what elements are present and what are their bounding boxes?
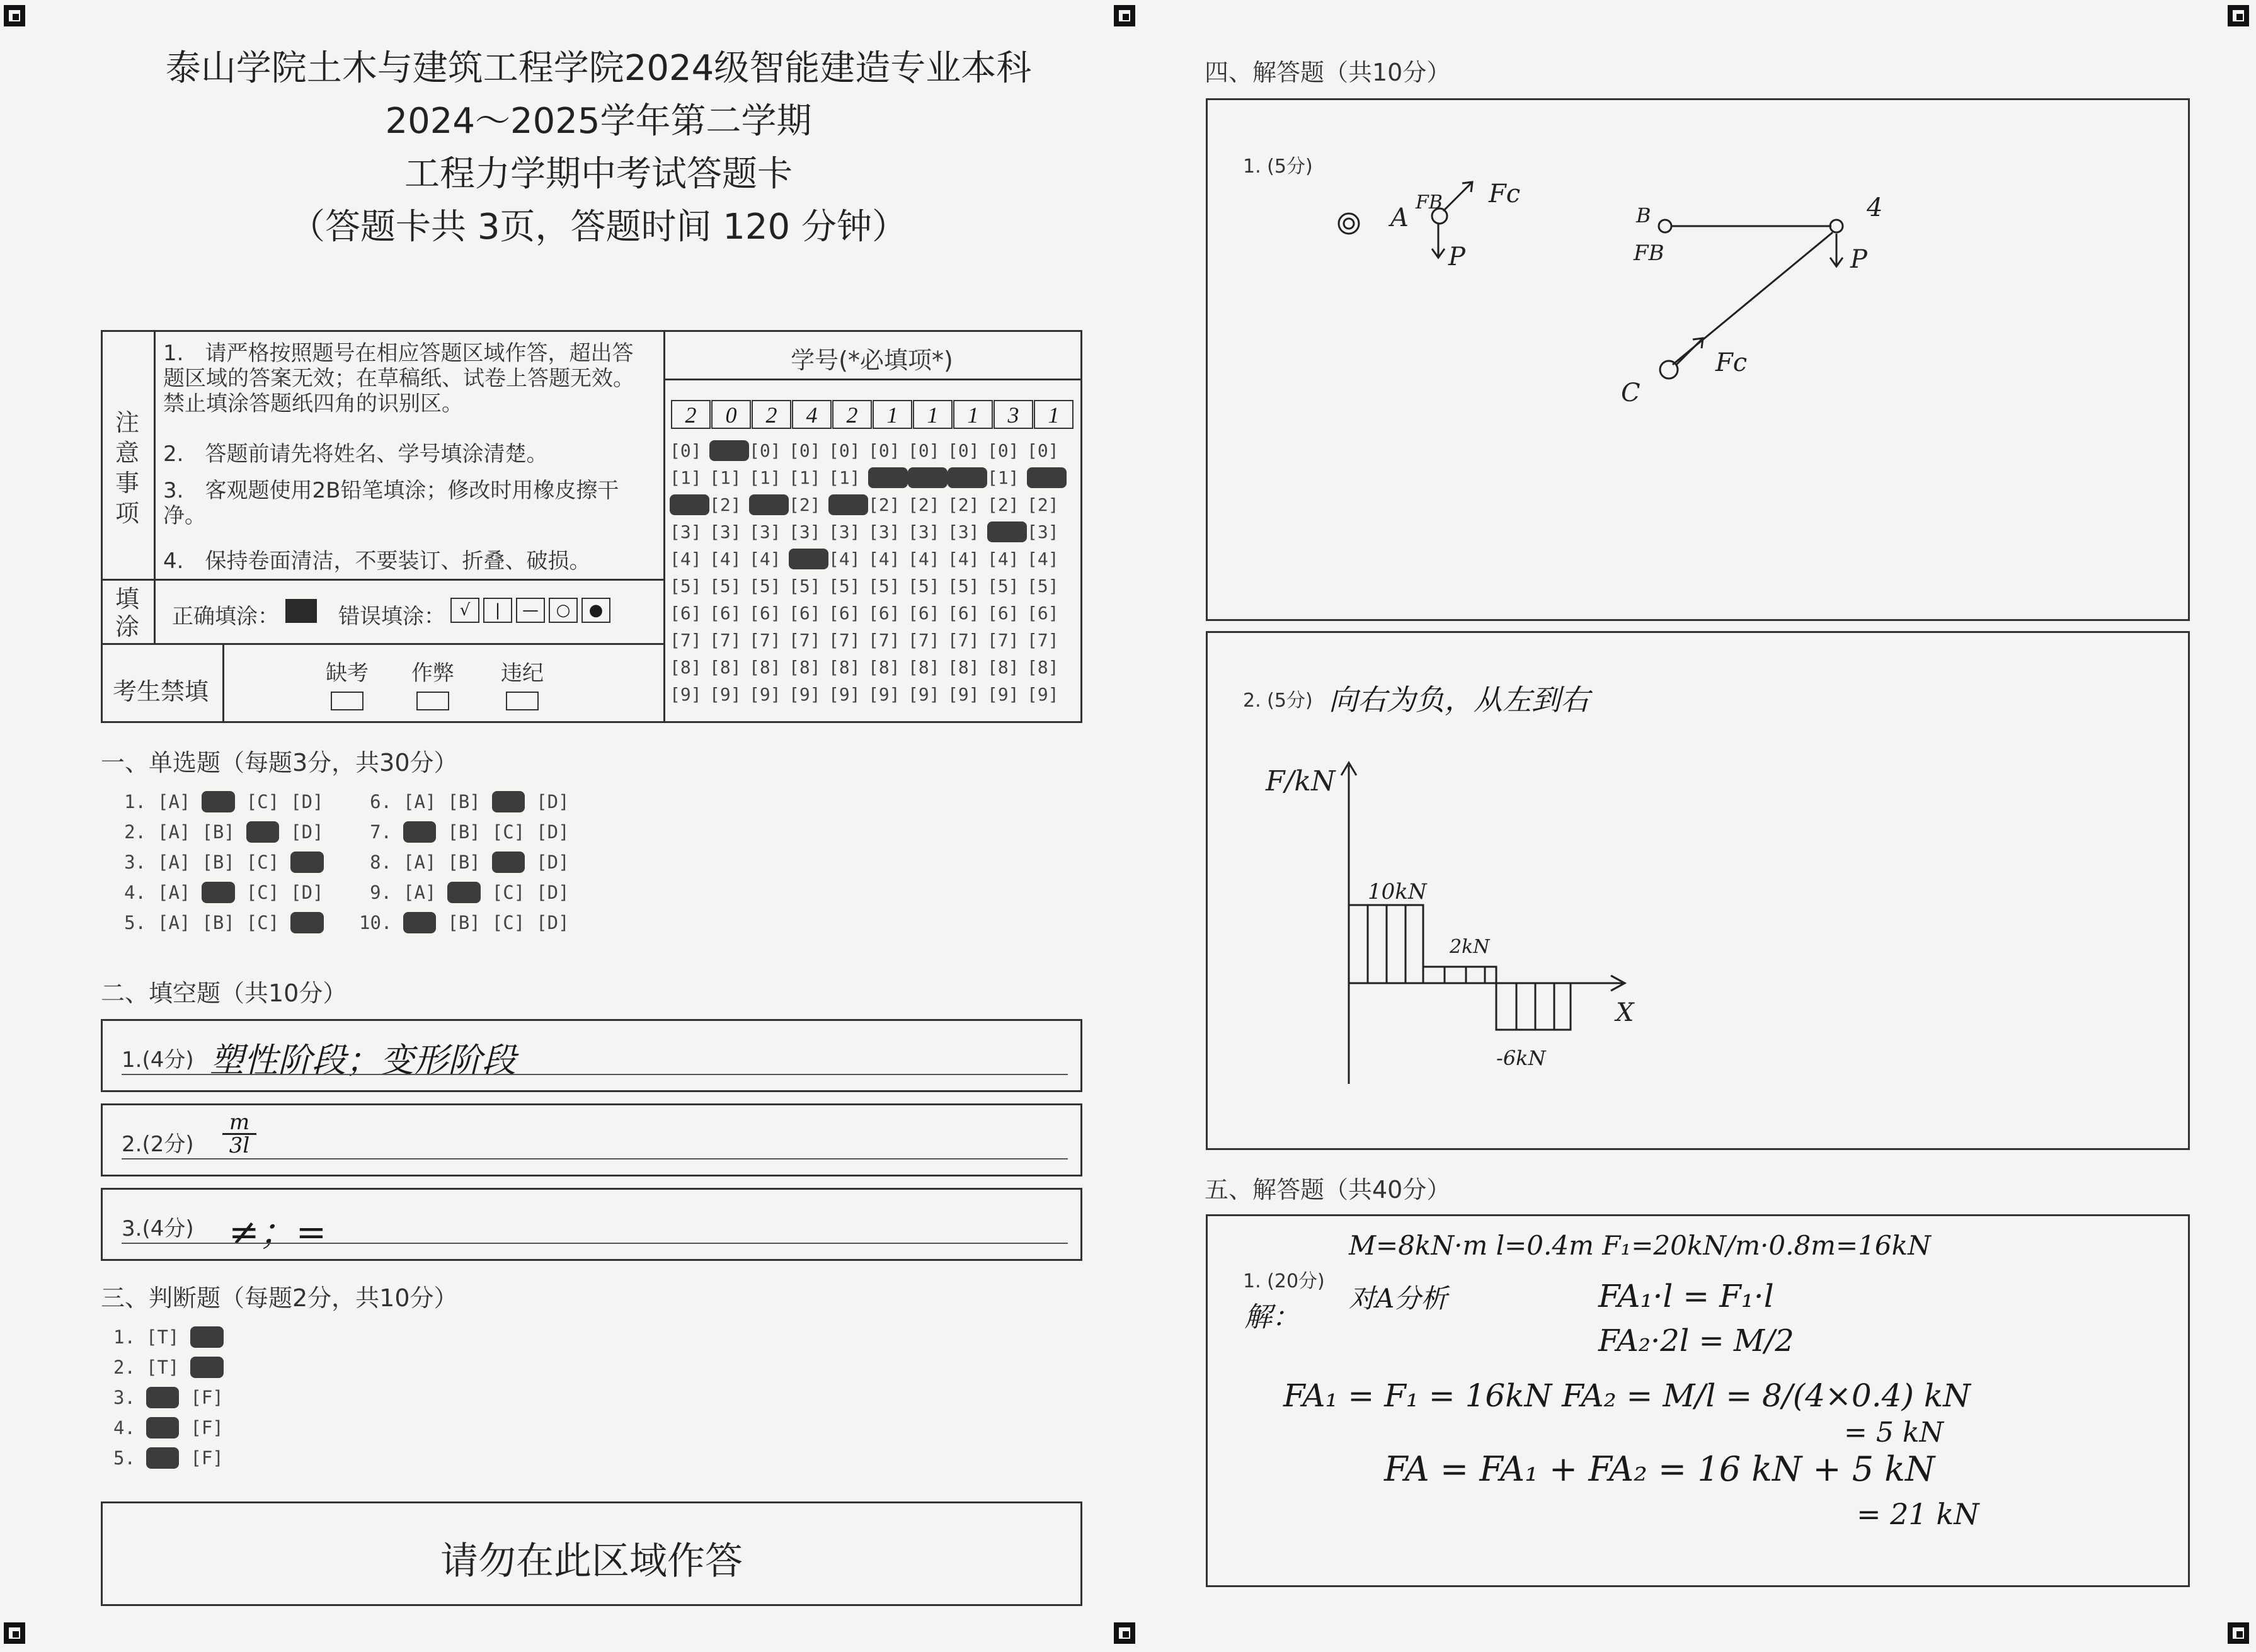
- mcq-option-bubble[interactable]: [B]: [447, 852, 481, 873]
- node-c-circle: [1660, 361, 1678, 379]
- sid-bubble[interactable]: [828, 494, 868, 515]
- sid-bubble[interactable]: [5]: [709, 576, 742, 596]
- sid-bubble-row: [670, 494, 1067, 515]
- mcq-option-bubble[interactable]: [A]: [403, 791, 437, 812]
- sid-digit[interactable]: 3: [993, 400, 1033, 429]
- mcq-option-bubble[interactable]: [A]: [157, 821, 191, 843]
- section5-title: 五、解答题（共40分）: [1205, 1176, 1451, 1204]
- node-circle: [1339, 214, 1359, 234]
- sid-bubble[interactable]: [0]: [670, 440, 702, 461]
- sid-bubble-row: [670, 549, 1067, 569]
- question-number: 10.: [359, 912, 392, 933]
- sid-bubble[interactable]: [868, 467, 908, 488]
- mcq-option-bubble[interactable]: [B]: [447, 791, 481, 812]
- mcq-option-bubble[interactable]: [D]: [536, 821, 570, 843]
- mcq-option-bubble[interactable]: [A]: [157, 852, 191, 873]
- sid-bubble[interactable]: [7]: [789, 630, 821, 651]
- node-circle: [1344, 219, 1354, 229]
- sid-bubble[interactable]: [3]: [948, 521, 980, 542]
- mcq-option-bubble[interactable]: [290, 912, 323, 933]
- proctor-item-absent: 缺考: [322, 656, 372, 716]
- sid-bubble[interactable]: [8]: [987, 657, 1019, 678]
- mcq-option-bubble[interactable]: [403, 821, 436, 843]
- fill-blank-q3: [101, 1188, 1082, 1261]
- sid-bubble[interactable]: [3]: [828, 521, 861, 542]
- sid-bubble[interactable]: [9]: [868, 684, 900, 705]
- sid-digit[interactable]: 2: [671, 400, 711, 429]
- sid-bubble[interactable]: [0]: [1027, 440, 1059, 461]
- tf-option-bubble[interactable]: [146, 1447, 179, 1469]
- section5-q1-label: 1. (20分): [1243, 1270, 1325, 1292]
- sid-bubble[interactable]: [5]: [948, 576, 980, 596]
- sid-bubble-row: [670, 576, 1067, 596]
- sid-bubble[interactable]: [6]: [987, 603, 1019, 624]
- correct-fill-sample: [285, 599, 317, 623]
- exam-title-line1: 泰山学院土木与建筑工程学院2024级智能建造专业本科: [165, 48, 1032, 89]
- corner-marker: [1114, 5, 1135, 26]
- mcq-option-bubble[interactable]: [D]: [536, 882, 570, 903]
- sid-bubble[interactable]: [4]: [948, 549, 980, 569]
- force-fc-arrow: [1443, 182, 1472, 211]
- true-false-answer-area: [113, 1326, 365, 1478]
- sid-bubble[interactable]: [0]: [987, 440, 1019, 461]
- sid-bubble[interactable]: [0]: [948, 440, 980, 461]
- mcq-question-row: [113, 821, 335, 843]
- node-b-circle: [1659, 220, 1671, 232]
- notice-side-label: 注意事项: [115, 409, 140, 527]
- sid-bubble[interactable]: [4]: [670, 549, 702, 569]
- sid-bubble[interactable]: [3]: [670, 521, 702, 542]
- sid-bubble[interactable]: [9]: [828, 684, 861, 705]
- mcq-option-bubble[interactable]: [B]: [202, 821, 235, 843]
- solution-line-4[interactable]: FA₂·2l = M/2: [1598, 1323, 1794, 1359]
- sid-bubble[interactable]: [9]: [789, 684, 821, 705]
- section2-title: 二、填空题（共10分）: [101, 979, 347, 1007]
- question-number: 7.: [370, 821, 392, 843]
- solution-line-7[interactable]: FA = FA₁ + FA₂ = 16 kN + 5 kN: [1384, 1449, 1935, 1489]
- sid-bubble[interactable]: [1027, 467, 1067, 488]
- mcq-question-row: [359, 912, 581, 933]
- question-number: 2.: [124, 821, 146, 843]
- sid-bubble[interactable]: [8]: [948, 657, 980, 678]
- question-number: 2.: [113, 1357, 135, 1378]
- mcq-question-row: [113, 882, 335, 903]
- mcq-option-bubble[interactable]: [B]: [202, 852, 235, 873]
- corner-marker: [2228, 1622, 2249, 1644]
- question-number: 4.: [124, 882, 146, 903]
- value-2kn: 2kN: [1450, 936, 1490, 958]
- sid-bubble-row: [670, 603, 1067, 624]
- value-neg6kn: -6kN: [1496, 1046, 1546, 1070]
- solution-line-1[interactable]: M=8kN·m l=0.4m F₁=20kN/m·0.8m=16kN: [1349, 1230, 1931, 1261]
- sid-bubble[interactable]: [9]: [709, 684, 742, 705]
- x-axis-label: X: [1616, 998, 1634, 1027]
- student-id-digits: [671, 400, 1074, 429]
- sid-bubble-row: [670, 657, 1067, 678]
- sid-bubble[interactable]: [8]: [670, 657, 702, 678]
- value-10kn: 10kN: [1368, 879, 1427, 904]
- sid-bubble[interactable]: [8]: [1027, 657, 1059, 678]
- tf-question-row: [113, 1357, 235, 1378]
- corner-marker: [2228, 5, 2249, 26]
- sid-bubble[interactable]: [2]: [948, 494, 980, 515]
- mcq-option-bubble[interactable]: [C]: [246, 852, 280, 873]
- sid-bubble[interactable]: [9]: [749, 684, 781, 705]
- sid-bubble[interactable]: [4]: [868, 549, 900, 569]
- sid-bubble[interactable]: [4]: [1027, 549, 1059, 569]
- section3-title: 三、判断题（每题2分，共10分）: [101, 1284, 458, 1312]
- sid-digit[interactable]: 1: [1034, 400, 1074, 429]
- mcq-option-bubble[interactable]: [B]: [447, 821, 481, 843]
- wrong-mark: |: [483, 598, 512, 623]
- sid-bubble[interactable]: [7]: [908, 630, 940, 651]
- sid-bubble[interactable]: [8]: [828, 657, 861, 678]
- sid-bubble[interactable]: [4]: [749, 549, 781, 569]
- mcq-option-bubble[interactable]: [202, 791, 234, 812]
- mcq-question-row: [113, 852, 335, 873]
- section4-title: 四、解答题（共10分）: [1205, 59, 1451, 86]
- sid-bubble[interactable]: [3]: [908, 521, 940, 542]
- sid-bubble[interactable]: [4]: [828, 549, 861, 569]
- mcq-question-row: [113, 791, 335, 812]
- mcq-option-bubble[interactable]: [A]: [403, 852, 437, 873]
- mcq-option-bubble[interactable]: [492, 791, 525, 812]
- sid-bubble[interactable]: [1]: [749, 467, 781, 488]
- tf-option-bubble[interactable]: [F]: [190, 1447, 224, 1469]
- mcq-question-row: [359, 852, 581, 873]
- sid-bubble[interactable]: [3]: [868, 521, 900, 542]
- mcq-option-bubble[interactable]: [D]: [536, 912, 570, 933]
- sid-bubble[interactable]: [6]: [670, 603, 702, 624]
- sid-bubble-row: [670, 521, 1067, 542]
- sid-bubble[interactable]: [5]: [670, 576, 702, 596]
- fill-blank-q2-answer[interactable]: [222, 1112, 256, 1156]
- section4-q2-note[interactable]: 向右为负，从左到右: [1329, 683, 1589, 717]
- cheat-checkbox[interactable]: [416, 692, 449, 710]
- label-4: 4: [1867, 193, 1883, 222]
- y-axis-label: F/kN: [1266, 765, 1336, 797]
- question-number: 6.: [370, 791, 392, 812]
- question-number: 1.: [113, 1326, 135, 1348]
- mcq-option-bubble[interactable]: [290, 852, 323, 873]
- fill-blank-q1-answer[interactable]: 塑性阶段；变形阶段: [210, 1040, 516, 1080]
- label-fc2: Fc: [1715, 348, 1748, 377]
- sid-bubble[interactable]: [1]: [987, 467, 1019, 488]
- sid-bubble[interactable]: [948, 467, 987, 488]
- mcq-option-bubble[interactable]: [D]: [290, 791, 324, 812]
- sid-bubble[interactable]: [5]: [908, 576, 940, 596]
- sid-bubble[interactable]: [4]: [908, 549, 940, 569]
- notice-item-2: 2. 答题前请先将姓名、学号填涂清楚。: [163, 441, 548, 467]
- mcq-option-bubble[interactable]: [C]: [491, 882, 525, 903]
- sid-bubble[interactable]: [7]: [670, 630, 702, 651]
- label-p: P: [1448, 242, 1465, 271]
- sid-bubble[interactable]: [4]: [987, 549, 1019, 569]
- section4-q2-box: [1206, 631, 2190, 1150]
- tf-option-bubble[interactable]: [190, 1357, 223, 1378]
- question-number: 8.: [370, 852, 392, 873]
- mcq-option-bubble[interactable]: [D]: [290, 821, 324, 843]
- sid-bubble[interactable]: [1]: [670, 467, 702, 488]
- tf-option-bubble[interactable]: [T]: [146, 1326, 180, 1348]
- sid-bubble[interactable]: [1]: [828, 467, 861, 488]
- tf-option-bubble[interactable]: [146, 1417, 179, 1438]
- sid-bubble[interactable]: [5]: [749, 576, 781, 596]
- mcq-option-bubble[interactable]: [B]: [202, 912, 235, 933]
- sid-bubble[interactable]: [7]: [709, 630, 742, 651]
- mcq-option-bubble[interactable]: [D]: [536, 852, 570, 873]
- fill-blank-q1-label: 1.(4分): [122, 1047, 194, 1073]
- sid-bubble[interactable]: [749, 494, 789, 515]
- proctor-item-cheat: 作弊: [408, 656, 458, 716]
- question-number: 4.: [113, 1417, 135, 1438]
- corner-marker: [4, 5, 25, 26]
- question-number: 3.: [113, 1387, 135, 1408]
- tf-option-bubble[interactable]: [F]: [190, 1417, 224, 1438]
- sid-bubble[interactable]: [7]: [749, 630, 781, 651]
- segment-neg6kn: [1496, 983, 1571, 1030]
- sid-bubble[interactable]: [6]: [868, 603, 900, 624]
- sid-digit[interactable]: 1: [953, 400, 993, 429]
- sid-bubble[interactable]: [5]: [789, 576, 821, 596]
- mcq-option-bubble[interactable]: [B]: [447, 912, 481, 933]
- mcq-option-bubble[interactable]: [A]: [157, 791, 191, 812]
- sid-bubble[interactable]: [7]: [948, 630, 980, 651]
- label-b: B: [1636, 203, 1651, 227]
- mcq-option-bubble[interactable]: [D]: [290, 882, 324, 903]
- student-id-title: 学号(*必填项*): [791, 346, 953, 374]
- sid-bubble[interactable]: [7]: [828, 630, 861, 651]
- fill-blank-q3-answer[interactable]: ≠；=: [229, 1211, 327, 1253]
- mcq-option-bubble[interactable]: [447, 882, 480, 903]
- violation-checkbox[interactable]: [506, 692, 539, 710]
- sid-bubble[interactable]: [6]: [828, 603, 861, 624]
- force-fc2-arrow: [1676, 338, 1703, 365]
- tf-option-bubble[interactable]: [F]: [190, 1387, 224, 1408]
- sid-bubble[interactable]: [2]: [789, 494, 821, 515]
- sid-bubble[interactable]: [0]: [749, 440, 781, 461]
- sid-bubble[interactable]: [9]: [1027, 684, 1059, 705]
- sid-bubble[interactable]: [709, 440, 749, 461]
- tf-option-bubble[interactable]: [T]: [146, 1357, 180, 1378]
- sid-bubble[interactable]: [9]: [987, 684, 1019, 705]
- mcq-option-bubble[interactable]: [C]: [491, 912, 525, 933]
- sid-bubble[interactable]: [6]: [948, 603, 980, 624]
- sid-bubble[interactable]: [9]: [948, 684, 980, 705]
- proctor-item-violation: 违纪: [497, 656, 547, 716]
- label-fb2: FB: [1634, 241, 1664, 266]
- sid-bubble[interactable]: [6]: [908, 603, 940, 624]
- mcq-option-bubble[interactable]: [403, 912, 436, 933]
- solution-line-5[interactable]: FA₁ = F₁ = 16kN FA₂ = M/l = 8/(4×0.4) kN: [1283, 1377, 1971, 1414]
- mcq-option-bubble[interactable]: [C]: [246, 882, 280, 903]
- corner-marker: [1114, 1622, 1135, 1644]
- sid-bubble-row: [670, 440, 1067, 461]
- mcq-option-bubble[interactable]: [A]: [157, 912, 191, 933]
- sid-bubble[interactable]: [0]: [868, 440, 900, 461]
- sid-bubble[interactable]: [8]: [709, 657, 742, 678]
- question-number: 5.: [124, 912, 146, 933]
- sid-bubble[interactable]: [2]: [987, 494, 1019, 515]
- sid-bubble[interactable]: [2]: [908, 494, 940, 515]
- sid-bubble[interactable]: [3]: [789, 521, 821, 542]
- wrong-fill-label: 错误填涂：: [338, 604, 445, 629]
- sid-bubble[interactable]: [987, 521, 1027, 542]
- sid-bubble[interactable]: [2]: [709, 494, 742, 515]
- wrong-mark: ●: [581, 598, 610, 623]
- question-number: 3.: [124, 852, 146, 873]
- sid-bubble[interactable]: [8]: [868, 657, 900, 678]
- fill-blank-q2-label: 2.(2分): [122, 1132, 194, 1157]
- sid-bubble[interactable]: [670, 494, 709, 515]
- sid-bubble[interactable]: [2]: [1027, 494, 1059, 515]
- sid-digit[interactable]: 1: [913, 400, 953, 429]
- tf-question-row: [113, 1447, 235, 1469]
- mcq-question-row: [359, 821, 581, 843]
- mcq-option-bubble[interactable]: [C]: [246, 912, 280, 933]
- sid-bubble[interactable]: [3]: [749, 521, 781, 542]
- wrong-mark: ○: [549, 598, 578, 623]
- node-4-circle: [1830, 220, 1843, 232]
- sid-bubble[interactable]: [8]: [789, 657, 821, 678]
- mcq-question-row: [113, 912, 335, 933]
- no-answer-zone-text: 请勿在此区域作答: [440, 1539, 743, 1583]
- exam-title-line2: 2024～2025学年第二学期: [385, 101, 812, 142]
- mcq-option-bubble[interactable]: [A]: [403, 882, 437, 903]
- sid-bubble[interactable]: [6]: [749, 603, 781, 624]
- label-c: C: [1621, 379, 1640, 407]
- label-p2: P: [1850, 245, 1867, 274]
- section4-q2-label: 2. (5分): [1243, 690, 1313, 712]
- exam-title-line4: （答题卡共 3页，答题时间 120 分钟）: [290, 207, 907, 248]
- mcq-option-bubble[interactable]: [492, 852, 525, 873]
- tf-question-row: [113, 1417, 235, 1438]
- fraction-numerator: m: [229, 1110, 250, 1135]
- sid-digit[interactable]: 4: [792, 400, 832, 429]
- no-answer-zone: [101, 1501, 1082, 1606]
- sid-bubble[interactable]: [908, 467, 948, 488]
- wrong-mark: √: [450, 598, 479, 623]
- solution-line-8[interactable]: = 21 kN: [1857, 1497, 1979, 1531]
- tf-option-bubble[interactable]: [146, 1387, 179, 1408]
- notice-item-3: 3. 客观题使用2B铅笔填涂；修改时用橡皮擦干净。: [163, 478, 619, 528]
- sid-bubble[interactable]: [1]: [709, 467, 742, 488]
- absent-checkbox[interactable]: [331, 692, 364, 710]
- solution-line-2[interactable]: 对A分析: [1349, 1283, 1448, 1314]
- sid-bubble[interactable]: [8]: [749, 657, 781, 678]
- sid-bubble[interactable]: [6]: [1027, 603, 1059, 624]
- shear-force-diagram[interactable]: [1208, 633, 2188, 1148]
- solution-line-3[interactable]: FA₁·l = F₁·l: [1598, 1278, 1774, 1314]
- notice-item-1: 1. 请严格按照题号在相应答题区域作答，超出答题区域的答案无效；在草稿纸、试卷上答题无效。禁止填涂答题纸四角的识别区。: [163, 341, 634, 416]
- sid-bubble[interactable]: [3]: [1027, 521, 1059, 542]
- question-number: 5.: [113, 1447, 135, 1469]
- sid-bubble[interactable]: [6]: [709, 603, 742, 624]
- corner-marker: [4, 1622, 25, 1644]
- label-a: A: [1390, 203, 1409, 232]
- correct-fill-label: 正确填涂：: [172, 604, 279, 629]
- sid-bubble[interactable]: [9]: [670, 684, 702, 705]
- label-fb: FB: [1416, 191, 1443, 214]
- sid-digit[interactable]: 0: [711, 400, 751, 429]
- question-number: 9.: [370, 882, 392, 903]
- sid-bubble[interactable]: [6]: [789, 603, 821, 624]
- notice-item-4: 4. 保持卷面清洁，不要装订、折叠、破损。: [163, 549, 591, 574]
- sid-bubble[interactable]: [7]: [987, 630, 1019, 651]
- question-number: 1.: [124, 791, 146, 812]
- wrong-fill-samples: [450, 598, 614, 623]
- fill-label: 填涂: [115, 585, 140, 641]
- mcq-option-bubble[interactable]: [C]: [246, 791, 280, 812]
- sid-bubble[interactable]: [1]: [789, 467, 821, 488]
- section4-q1-box: [1206, 98, 2190, 621]
- section4-q1-label: 1. (5分): [1243, 156, 1313, 178]
- sid-bubble-row: [670, 467, 1067, 488]
- mcq-option-bubble[interactable]: [246, 821, 279, 843]
- sid-digit[interactable]: 2: [832, 400, 872, 429]
- mcq-option-bubble[interactable]: [202, 882, 234, 903]
- fraction-denominator: 3l: [229, 1133, 250, 1158]
- sid-bubble-row: [670, 630, 1067, 651]
- sid-bubble[interactable]: [8]: [908, 657, 940, 678]
- proctor-label: 考生禁填: [113, 678, 209, 705]
- mcq-option-bubble[interactable]: [D]: [536, 791, 570, 812]
- sid-bubble[interactable]: [9]: [908, 684, 940, 705]
- section1-title: 一、单选题（每题3分，共30分）: [101, 749, 458, 777]
- solution-line-6[interactable]: = 5 kN: [1844, 1416, 1944, 1449]
- sid-digit[interactable]: 2: [752, 400, 791, 429]
- tf-question-row: [113, 1326, 235, 1348]
- free-body-sketch[interactable]: [1208, 100, 2188, 619]
- sid-bubble[interactable]: [5]: [828, 576, 861, 596]
- sid-bubble[interactable]: [5]: [987, 576, 1019, 596]
- wrong-mark: —: [516, 598, 545, 623]
- sid-bubble[interactable]: [0]: [789, 440, 821, 461]
- tf-question-row: [113, 1387, 235, 1408]
- sid-bubble[interactable]: [2]: [868, 494, 900, 515]
- mcq-question-row: [359, 791, 581, 812]
- fill-blank-q3-label: 3.(4分): [122, 1216, 194, 1241]
- sid-bubble[interactable]: [5]: [868, 576, 900, 596]
- sid-bubble[interactable]: [7]: [868, 630, 900, 651]
- fill-blank-q2: [101, 1103, 1082, 1176]
- sid-bubble[interactable]: [0]: [908, 440, 940, 461]
- sid-bubble[interactable]: [7]: [1027, 630, 1059, 651]
- sid-bubble[interactable]: [789, 549, 828, 569]
- sid-bubble[interactable]: [3]: [709, 521, 742, 542]
- sid-bubble-row: [670, 684, 1067, 705]
- sid-bubble[interactable]: [4]: [709, 549, 742, 569]
- label-fc: Fc: [1489, 179, 1521, 208]
- fill-blank-q1: [101, 1019, 1082, 1092]
- info-block: [101, 330, 1082, 723]
- mcq-option-bubble[interactable]: [A]: [157, 882, 191, 903]
- tf-option-bubble[interactable]: [190, 1326, 223, 1348]
- solution-jie: 解：: [1244, 1301, 1300, 1333]
- mcq-option-bubble[interactable]: [C]: [491, 821, 525, 843]
- mcq-question-row: [359, 882, 581, 903]
- section5-q1-box: [1206, 1214, 2190, 1587]
- sid-bubble[interactable]: [0]: [828, 440, 861, 461]
- sid-bubble[interactable]: [5]: [1027, 576, 1059, 596]
- exam-title-line3: 工程力学期中考试答题卡: [404, 154, 793, 195]
- sid-digit[interactable]: 1: [873, 400, 912, 429]
- mcq-answer-area: [113, 791, 680, 942]
